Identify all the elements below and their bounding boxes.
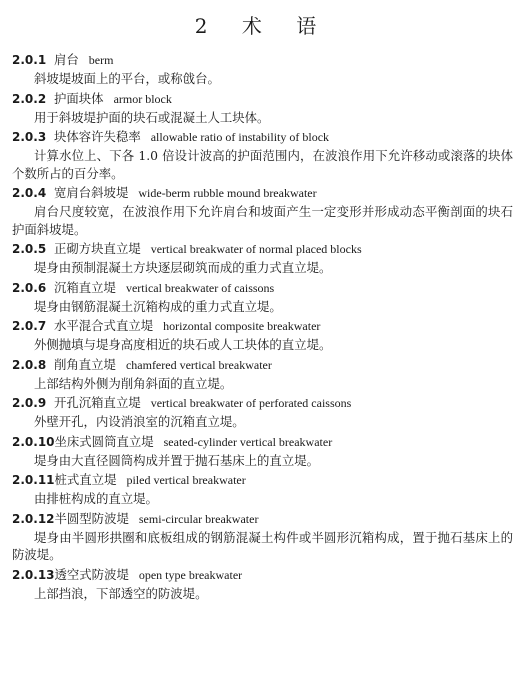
term-chinese: 护面块体 [54,90,104,106]
term-entry [12,317,513,354]
term-entry [12,471,513,508]
term-entry [12,279,513,316]
term-heading [12,128,513,145]
term-chinese: 透空式防波堤 [54,566,129,582]
term-heading [12,566,513,583]
term-english: horizontal composite breakwater [163,319,321,333]
term-definition: 肩台尺度较宽，在波浪作用下允许肩台和坡面产生一定变形并形成动态平衡剖面的块石护面斜坡堤。 [12,204,513,237]
term-heading [12,356,513,373]
term-entry [12,128,513,182]
term-definition: 外侧抛填与堤身高度相近的块石或人工块体的直立堤。 [34,337,332,352]
term-chinese: 块体容许失稳率 [54,129,141,144]
clause-number: 2.0.1 [12,53,47,67]
term-entry [12,90,513,127]
term-definition: 堤身由半圆形拱圈和底板组成的钢筋混凝土构件或半圆形沉箱构成，置于抛石基床上的防波堤。 [12,529,513,562]
term-list [12,51,513,602]
term-english: armor block [113,91,172,106]
term-heading [12,510,513,527]
term-english: open type breakwater [138,567,243,582]
term-english: vertical breakwater of perforated caissons [150,396,352,410]
term-entry [12,356,513,393]
term-chinese: 正砌方块直立堤 [54,241,141,256]
term-entry [12,566,513,603]
term-heading [12,51,513,68]
term-entry [12,394,513,431]
term-english: berm [88,53,114,67]
term-entry [12,184,513,238]
term-heading [12,471,513,488]
term-chinese: 开孔沉箱直立堤 [54,395,141,410]
term-definition: 外壁开孔，内设消浪室的沉箱直立堤。 [34,414,245,429]
term-english: seated-cylinder vertical breakwater [163,434,333,449]
term-entry [12,510,513,564]
term-definition: 堤身由预制混凝土方块逐层砌筑而成的重力式直立堤。 [34,260,332,275]
term-english: wide-berm rubble mound breakwater [138,186,317,200]
term-heading [12,394,513,411]
term-chinese: 桩式直立堤 [54,472,117,487]
clause-number: 2.0.10 [12,434,55,449]
term-definition: 堤身由钢筋混凝土沉箱构成的重力式直立堤。 [34,298,282,314]
term-definition: 上部挡浪，下部透空的防波堤。 [34,585,208,601]
term-chinese: 宽肩台斜坡堤 [54,185,129,200]
term-chinese: 沉箱直立堤 [54,279,116,295]
term-heading [12,279,513,296]
clause-number: 2.0.7 [12,319,47,333]
clause-number: 2.0.9 [12,396,47,410]
term-chinese: 坐床式圆筒直立堤 [54,433,154,449]
clause-number: 2.0.4 [12,186,47,200]
term-english: vertical breakwater of caissons [125,280,275,295]
term-english: chamfered vertical breakwater [125,357,272,372]
clause-number: 2.0.11 [12,473,55,487]
term-entry [12,51,513,88]
clause-number: 2.0.8 [12,357,47,372]
term-heading [12,240,513,257]
term-entry [12,433,513,470]
term-heading [12,433,513,450]
term-definition: 用于斜坡堤护面的块石或混凝土人工块体。 [34,109,270,125]
term-definition: 上部结构外侧为削角斜面的直立堤。 [34,375,233,391]
clause-number: 2.0.5 [12,242,47,256]
term-chinese: 水平混合式直立堤 [54,318,154,333]
term-heading [12,317,513,334]
clause-number: 2.0.3 [12,130,47,144]
term-heading [12,184,513,201]
term-chinese: 半圆型防波堤 [54,510,129,526]
term-english: semi-circular breakwater [138,511,259,526]
term-english: allowable ratio of instability of block [150,130,330,144]
term-definition: 堤身由大直径圆筒构成并置于抛石基床上的直立堤。 [34,452,319,468]
term-entry [12,240,513,277]
chapter-title: 2 术 语 [194,14,331,38]
term-heading [12,90,513,107]
clause-number: 2.0.6 [12,280,47,295]
clause-number: 2.0.2 [12,91,47,106]
term-definition: 由排桩构成的直立堤。 [34,491,158,506]
clause-number: 2.0.13 [12,567,55,582]
term-definition: 计算水位上、下各 1.0 倍设计波高的护面范围内，在波浪作用下允许移动或滚落的块体个数所占的百分率。 [12,148,513,181]
term-english: vertical breakwater of normal placed blocks [150,242,362,256]
term-definition: 斜坡堤坡面上的平台，或称戗台。 [34,71,220,86]
term-chinese: 肩台 [54,52,79,67]
term-chinese: 削角直立堤 [54,356,116,372]
clause-number: 2.0.12 [12,511,55,526]
term-english: piled vertical breakwater [126,473,246,487]
